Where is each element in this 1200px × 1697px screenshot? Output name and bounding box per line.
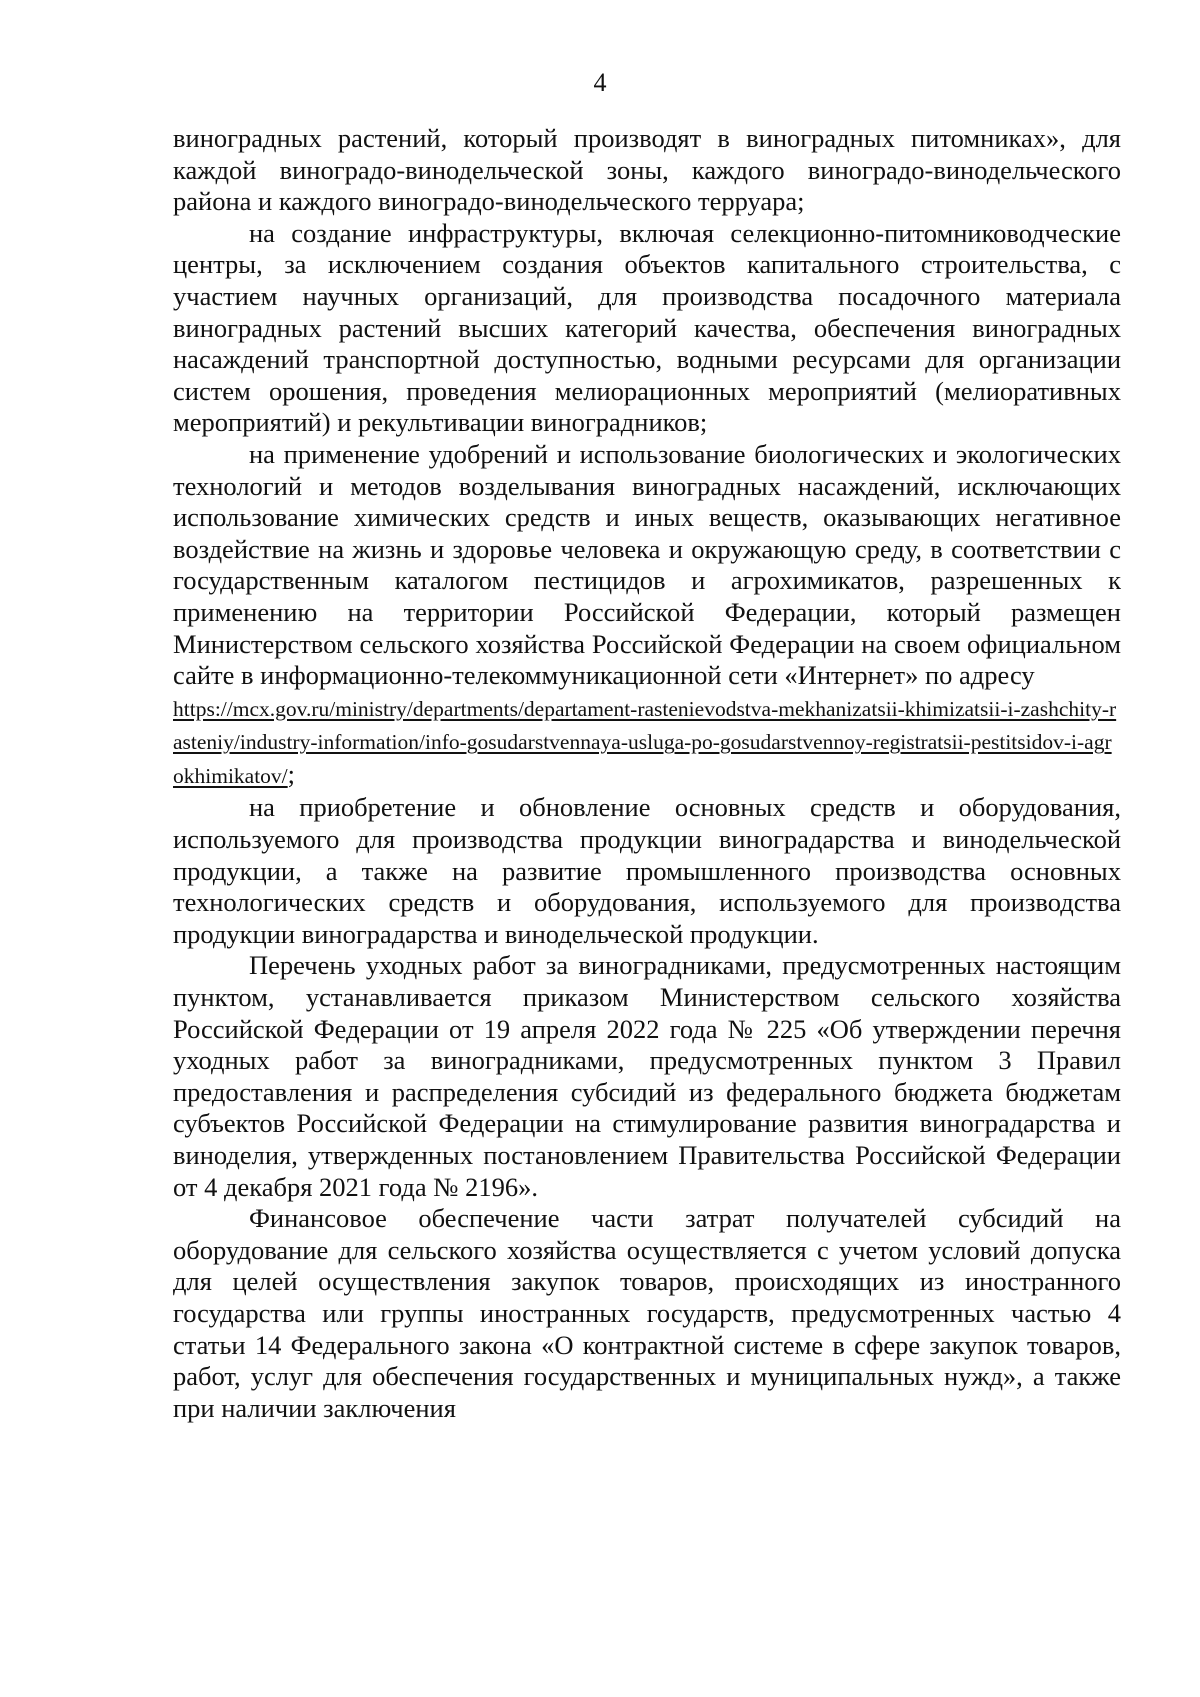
url-suffix: ;	[287, 758, 296, 789]
pesticide-catalog-link[interactable]: https://mcx.gov.ru/ministry/departments/departament-rastenievodstva-mekhanizatsii-khimizatsii-i-zashchity-rasteniy/industry-information/info-gosudarstvennaya-usluga-po-gosudarstvennoy-registratsii-pestitsidov-i-agrokhimikatov/	[173, 696, 1117, 788]
page-number: 4	[593, 68, 607, 97]
document-body	[173, 123, 1121, 1424]
url-paragraph	[173, 692, 1121, 793]
paragraph-equipment: на приобретение и обновление основных средств и оборудования, используемого для производства продукции виноградарства и винодельческой продукции, а также на развитие промышленного производства основных технологических средств и оборудования, используемого для производства продукции виноградарства и винодельческой продукции.	[173, 792, 1121, 949]
paragraph-infrastructure: на создание инфраструктуры, включая селекционно-питомниководческие центры, за исключением создания объектов капитального строительства, с участием научных организаций, для производства посадочного материала виноградных растений высших категорий качества, обеспечения виноградных насаждений транспортной доступностью, водными ресурсами для организации систем орошения, проведения мелиорационных мероприятий (мелиоративных мероприятий) и рекультивации виноградников;	[173, 217, 1121, 438]
paragraph-fertilizers: на применение удобрений и использование биологических и экологических технологий и методов возделывания виноградных насаждений, исключающих использование химических средств и иных веществ, оказывающих негативное воздействие на жизнь и здоровье человека и окружающую среду, в соответствии с государственным каталогом пестицидов и агрохимикатов, разрешенных к применению на территории Российской Федерации, который размещен Министерством сельского хозяйства Российской Федерации на своем официальном сайте в информационно-телекоммуникационной сети «Интернет» по адресу	[173, 438, 1121, 691]
paragraph-financing: Финансовое обеспечение части затрат получателей субсидий на оборудование для сельского хозяйства осуществляется с учетом условий допуска для целей осуществления закупок товаров, происходящих из иностранного государства или группы иностранных государств, предусмотренных частью 4 статьи 14 Федерального закона «О контрактной системе в сфере закупок товаров, работ, услуг для обеспечения государственных и муниципальных нужд», а также при наличии заключения	[173, 1203, 1121, 1423]
paragraph-maintenance-list: Перечень уходных работ за виноградниками, предусмотренных настоящим пунктом, устанавливается приказом Министерством сельского хозяйства Российской Федерации от 19 апреля 2022 года № 225 «Об утверждении перечня уходных работ за виноградниками, предусмотренных пунктом 3 Правил предоставления и распределения субсидий из федерального бюджета бюджетам субъектов Российской Федерации на стимулирование развития виноградарства и виноделия, утвержденных постановлением Правительства Российской Федерации от 4 декабря 2021 года № 2196».	[173, 950, 1121, 1202]
paragraph-continuation: виноградных растений, который производят в виноградных питомниках», для каждой виноградо-винодельческой зоны, каждого виноградо-винодельческого района и каждого виноградо-винодельческого терруара;	[173, 123, 1121, 217]
